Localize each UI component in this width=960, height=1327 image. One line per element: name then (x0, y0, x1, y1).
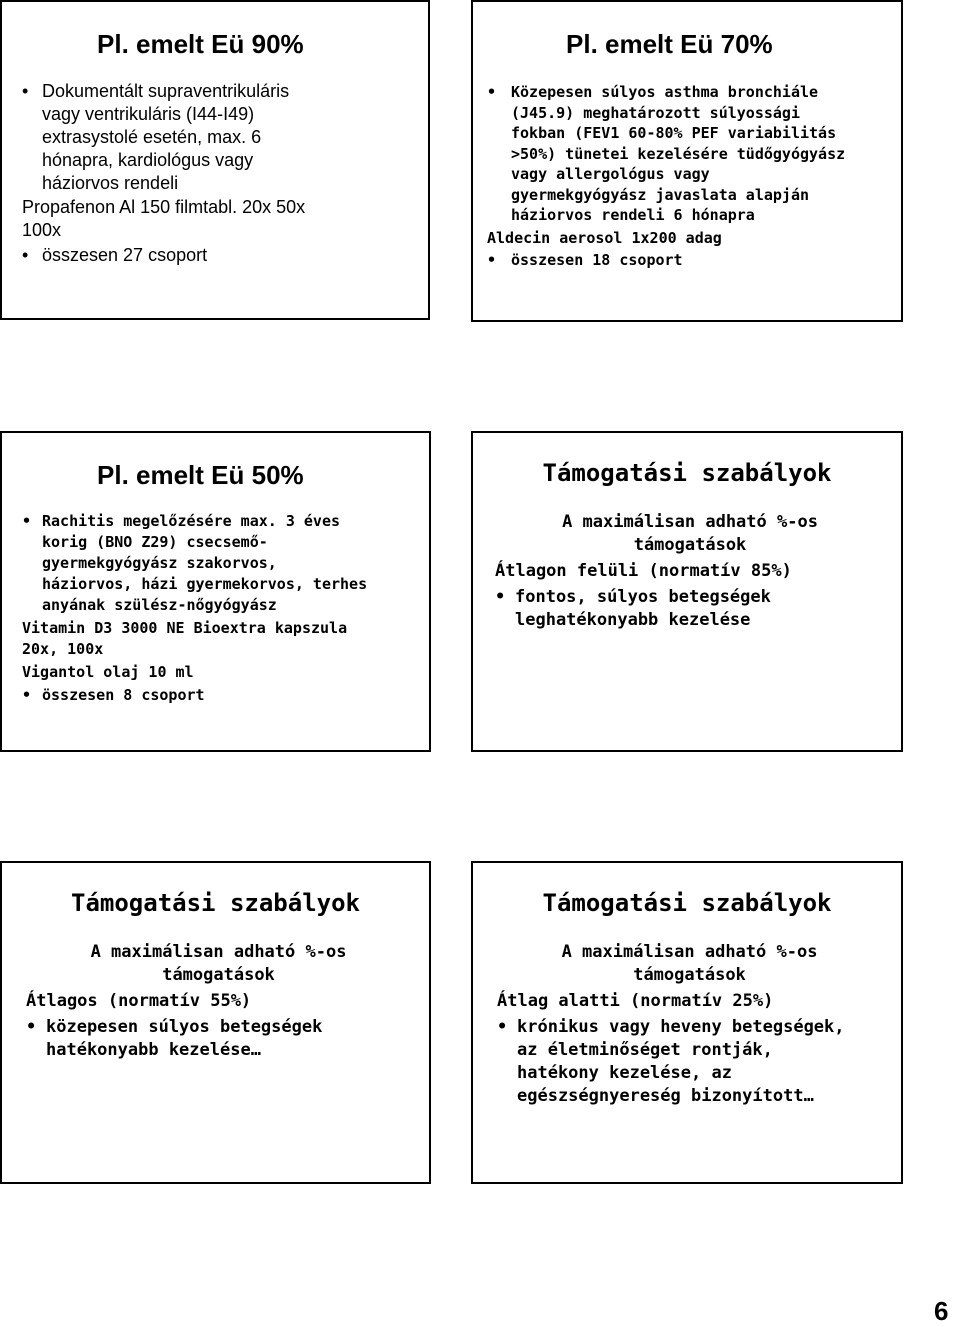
slide-3-line: gyermekgyógyász szakorvos, (42, 554, 277, 572)
slide-2-line: gyermekgyógyász javaslata alapján (511, 185, 810, 204)
slide-6-line: A maximálisan adható %-os (561, 942, 818, 962)
slide-1-body (22, 80, 305, 267)
slide-1-line: • összesen 27 csoport (22, 244, 305, 267)
slide-4-line: A maximálisan adható %-os (562, 512, 818, 532)
slide-6-title: Támogatási szabályok (542, 889, 832, 917)
slide-3-line: korig (BNO Z29) csecsemő- (42, 533, 268, 551)
slide-6-line: az életminőséget rontják, (517, 1040, 773, 1060)
slide-3-line: Vitamin D3 3000 NE Bioextra kapszula (22, 619, 348, 637)
slide-6-line: Átlag alatti (normatív 25%) (497, 991, 774, 1011)
page-number: 6 (934, 1296, 949, 1326)
slide-2-line: (J45.9) meghatározott súlyossági (511, 103, 800, 122)
slide-5-line: • közepesen súlyos betegségek (26, 1016, 411, 1039)
slide-1 (0, 0, 430, 320)
slide-2-line: Aldecin aerosol 1x200 adag (487, 228, 722, 247)
slide-5-title: Támogatási szabályok (71, 889, 360, 917)
slide-6-body (497, 941, 882, 1108)
slide-3-body (22, 511, 367, 706)
slide-4-line: • fontos, súlyos betegségek (495, 586, 885, 609)
slide-2-line: >50%) tünetei kezelésére tüdőgyógyász (511, 144, 846, 163)
slide-5-body (26, 941, 411, 1062)
slide-2 (471, 0, 903, 322)
slide-4-body (495, 511, 885, 632)
slide-1-line: Propafenon Al 150 filmtabl. 20x 50x (22, 197, 306, 217)
slide-6-line: • krónikus vagy heveny betegségek, (497, 1016, 882, 1039)
slide-4-title: Támogatási szabályok (542, 459, 832, 487)
slide-2-line: háziorvos rendeli 6 hónapra (511, 206, 755, 224)
slide-3-line: 20x, 100x (22, 640, 104, 658)
slide-3-title: Pl. emelt Eü 50% (97, 460, 304, 490)
slide-4 (471, 431, 903, 752)
slide-1-line: • Dokumentált supraventrikuláris (22, 80, 305, 103)
slide-1-line: hónapra, kardiológus vagy (42, 150, 254, 170)
slide-6-line: hatékony kezelése, az (517, 1063, 732, 1083)
slide-1-line: extrasystolé esetén, max. 6 (42, 127, 262, 147)
slide-3-line: Vigantol olaj 10 ml (22, 663, 194, 681)
slide-5-line: hatékonyabb kezelése… (46, 1040, 261, 1060)
slide-3 (0, 431, 431, 752)
slide-2-body (487, 82, 845, 271)
slide-3-line: anyának szülész-nőgyógyász (42, 596, 277, 614)
slide-2-line: fokban (FEV1 60-80% PEF variabilitás (511, 124, 837, 142)
slide-5-line: A maximálisan adható %-os (90, 942, 347, 962)
slide-5-line: Átlagos (normatív 55%) (26, 991, 252, 1011)
slide-1-line: 100x (22, 220, 62, 240)
slide-5 (0, 861, 431, 1184)
slide-2-title: Pl. emelt Eü 70% (566, 29, 773, 59)
slide-2-line: • Közepesen súlyos asthma bronchiále (487, 82, 845, 103)
slide-2-line: vagy allergológus vagy (511, 165, 710, 183)
slide-2-line: • összesen 18 csoport (487, 250, 845, 271)
slide-4-line: Átlagon felüli (normatív 85%) (495, 561, 792, 581)
slide-4-line: leghatékonyabb kezelése (515, 610, 751, 630)
slide-3-line: háziorvos, házi gyermekorvos, terhes (42, 575, 368, 593)
slide-6 (471, 861, 903, 1184)
slide-6-line: egészségnyereség bizonyított… (517, 1086, 814, 1106)
slide-5-line: támogatások (162, 965, 275, 985)
slide-6-line: támogatások (633, 965, 746, 985)
slide-3-line: • Rachitis megelőzésére max. 3 éves (22, 511, 367, 532)
slide-1-line: vagy ventrikuláris (I44-I49) (42, 104, 255, 124)
slide-1-title: Pl. emelt Eü 90% (97, 29, 304, 59)
slide-3-line: • összesen 8 csoport (22, 685, 367, 706)
slide-1-line: háziorvos rendeli (42, 173, 179, 193)
slide-4-line: támogatások (633, 535, 747, 555)
